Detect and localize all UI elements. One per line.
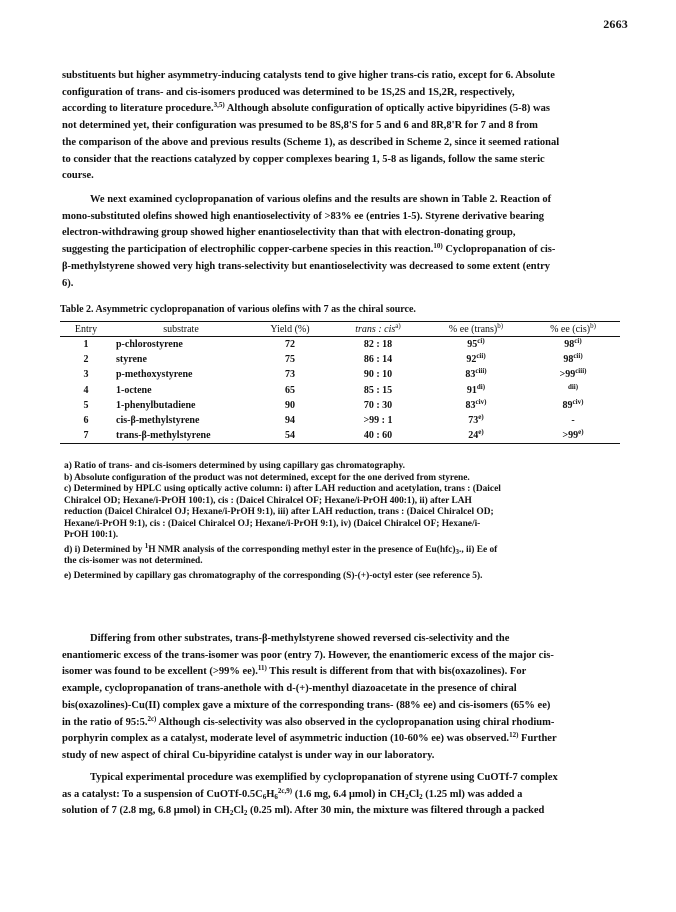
footnote-c: c) Determined by HPLC using optically active column: i) after LAH reduction and acetylation, trans : (Daicel Chiralcel OD; Hexane/i-PrOH 100:1), cis : (Daicel Chiralcel OF; Hexane/i-PrOH 400:1), ii) after LAH reduction (Daicel Chiralcel OJ; Hexane/i-PrOH 9:1), iii) after LAH reduction, trans : (Daicel Chiralcel OD; Hexane/i-PrOH 9:1), cis : (Daicel Chiralcel OJ; Hexane/i-PrOH 9:1), iv) (Daicel Chiralcel OF; Hexane/i- PrOH 100:1). xyxy=(64,484,501,540)
text-line: according to literature procedure.$^{3,5)}$ Although absolute configuration of optically active bipyridines (5-8) was xyxy=(62,101,550,115)
table-row xyxy=(60,383,620,398)
text-line: course. xyxy=(62,170,94,182)
cell-yield: 75 xyxy=(285,354,295,366)
header-ratio: trans : cis$^{a)}$ xyxy=(330,322,426,337)
text-line: bis(oxazolines)-Cu(II) complex gave a mixture of the corresponding trans- (88% ee) and cis-isomers (65% ee) xyxy=(62,699,551,711)
header-substrate: substrate xyxy=(112,322,250,337)
footnote-d: d) i) Determined by $^1$H NMR analysis of the corresponding methyl ester in the presence of $Eu(hfc)_3$., ii) Ee of the cis-isomer was not determined. xyxy=(64,541,498,566)
footnote-a: a) Ratio of trans- and cis-isomers determined by using capillary gas chromatography. xyxy=(64,461,405,471)
text-line: porphyrin complex as a catalyst, moderate level of asymmetric induction (10-60% ee) was observed.$^{12)}$ Further xyxy=(62,731,557,745)
text-line: not determined yet, their configuration was presumed to be 8S,8'S for 5 and 6 and 8R,8'R for 7 and 8 from xyxy=(62,120,538,132)
paragraph-experimental xyxy=(62,770,618,820)
paragraph-trans-methylstyrene xyxy=(62,631,618,765)
cell-ratio: 86 : 14 xyxy=(363,354,393,366)
table-row xyxy=(60,398,620,413)
table-row xyxy=(60,428,620,444)
cell-yield: 94 xyxy=(285,415,295,427)
cell-entry: 4 xyxy=(83,384,89,396)
cell-entry: 7 xyxy=(60,428,112,444)
paragraph-olefin-scope xyxy=(62,192,618,292)
text-line: 6). xyxy=(62,277,74,289)
table-row xyxy=(60,367,620,382)
cell-ratio: 85 : 15 xyxy=(363,384,393,396)
text-line: example, cyclopropanation of trans-anethole with d-(+)-menthyl diazoacetate in the presence of chiral xyxy=(62,683,517,695)
text-line: enantiomeric excess of the trans-isomer was poor (entry 7). However, the enantiomeric excess of the major cis- xyxy=(62,649,554,661)
header-entry: Entry xyxy=(60,322,112,337)
cell-ee-trans: $83^{civ)}$ xyxy=(465,397,487,411)
cell-entry: 6 xyxy=(83,415,89,427)
text-line: study of new aspect of chiral Cu-bipyridine catalyst is under way in our laboratory. xyxy=(62,749,435,761)
text-line: Differing from other substrates, trans-β-methylstyrene showed reversed cis-selectivity and the xyxy=(90,633,510,644)
cell-ratio: 90 : 10 xyxy=(363,369,393,381)
cell-yield: 73 xyxy=(285,369,295,381)
footnote-e: e) Determined by capillary gas chromatography of the corresponding (S)-(+)-octyl ester (see reference 5). xyxy=(64,570,483,581)
page-number: 2663 xyxy=(603,17,628,31)
cell-ee-trans: $92^{cii)}$ xyxy=(466,352,486,366)
table-caption xyxy=(60,303,416,317)
cell-entry: 3 xyxy=(83,369,89,381)
cell-substrate: 1-octene xyxy=(116,384,152,396)
cell-ee-trans: $95^{ci)}$ xyxy=(467,337,485,351)
cell-entry: 5 xyxy=(83,399,89,411)
cell-substrate: styrene xyxy=(116,354,147,366)
text-line: mono-substituted olefins showed high enantioselectivity of >83% ee (entries 1-5). Styrene derivative bearing xyxy=(62,210,545,222)
cell-yield: 54 xyxy=(250,428,330,444)
results-table xyxy=(60,321,620,444)
cell-ee-cis: - xyxy=(571,415,575,427)
cell-ee-cis: $>99^{e)}$ xyxy=(526,428,620,444)
text-line: isomer was found to be excellent (>99% ee).$^{11)}$ This result is different from that with bis(oxazolines). For xyxy=(62,664,527,678)
cell-substrate: trans-β-methylstyrene xyxy=(112,428,250,444)
table-row xyxy=(60,352,620,367)
text-line: configuration of trans- and cis-isomers produced was determined to be 1S,2S and 1S,2R, respectively, xyxy=(62,86,515,98)
cell-substrate: p-chlorostyrene xyxy=(116,339,183,351)
cell-ee-trans: 73$^{e)}$ xyxy=(468,413,484,427)
cell-ee-cis: $98^{ci)}$ xyxy=(564,337,582,351)
table-label: Table 2. xyxy=(60,304,94,315)
cell-ee-cis: $89^{civ)}$ xyxy=(562,397,584,411)
cell-ee-cis: dii) xyxy=(567,382,579,391)
table-footnotes xyxy=(64,461,622,582)
text-line: Typical experimental procedure was exemplified by cyclopropanation of styrene using CuOTf-7 complex xyxy=(90,772,558,783)
cell-substrate: 1-phenylbutadiene xyxy=(116,399,196,411)
paragraph-absolute-configuration xyxy=(62,68,618,185)
cell-entry: 2 xyxy=(83,354,89,366)
cell-substrate: p-methoxystyrene xyxy=(116,369,193,381)
text-line: in the ratio of 95:5.$^{2c)}$ Although cis-selectivity was also observed in the cyclopropanation using chiral rhodium- xyxy=(62,714,555,728)
text-line: solution of 7 (2.8 mg, 6.8 μmol) in $CH_2Cl_2$ (0.25 ml). After 30 min, the mixture was filtered through a packed xyxy=(62,805,545,818)
cell-ratio: 82 : 18 xyxy=(363,339,393,351)
text-line: β-methylstyrene showed very high trans-selectivity but enantioselectivity was decreased to some extent (entry xyxy=(62,260,551,272)
text-line: the comparison of the above and previous results (Scheme 1), as described in Scheme 2, since it seemed rational xyxy=(62,136,560,148)
cell-ee-trans: $83^{ciii)}$ xyxy=(465,367,487,381)
cell-yield: 65 xyxy=(285,384,295,396)
text-line: We next examined cyclopropanation of various olefins and the results are shown in Table 2. Reaction of xyxy=(90,194,552,205)
header-yield: Yield (%) xyxy=(250,322,330,337)
cell-entry: 1 xyxy=(83,339,89,351)
table-title: Asymmetric cyclopropanation of various olefins with 7 as the chiral source. xyxy=(95,304,416,315)
cell-ee-cis: $98^{cii)}$ xyxy=(563,352,583,366)
cell-yield: 90 xyxy=(285,399,295,411)
header-ee-cis: % ee (cis)$^{b)}$ xyxy=(526,322,620,337)
cell-yield: 72 xyxy=(285,339,295,351)
text-line: to consider that the reactions catalyzed by copper complexes bearing 1, 5-8 as ligands, follow the same steric xyxy=(62,153,545,165)
cell-ee-trans: 24$^{e)}$ xyxy=(426,428,526,444)
text-line: substituents but higher asymmetry-inducing catalysts tend to give higher trans-cis ratio, except for 6. Absolute xyxy=(62,70,555,81)
cell-ratio: 40 : 60 xyxy=(330,428,426,444)
table-row xyxy=(60,413,620,428)
table-header-row xyxy=(60,322,620,337)
cell-ratio: 70 : 30 xyxy=(363,399,393,411)
footnote-b: b) Absolute configuration of the product was not determined, except for the one derived from styrene. xyxy=(64,472,470,483)
text-line: electron-withdrawing group showed higher enantioselectivity than that with electron-donating group, xyxy=(62,227,516,239)
cell-ee-cis: $>99^{ciii)}$ xyxy=(559,367,587,381)
cell-ratio: >99 : 1 xyxy=(363,415,393,427)
cell-substrate: cis-β-methylstyrene xyxy=(116,415,200,427)
header-ee-trans: % ee (trans)$^{b)}$ xyxy=(426,322,526,337)
text-line: suggesting the participation of electrophilic copper-carbene species in this reaction.$^{10)}$ Cyclopropanation of cis- xyxy=(62,242,556,256)
text-line: as a catalyst: To a suspension of CuOTf-$0.5C_6H_6^{2c,9)}$ (1.6 mg, 6.4 μmol) in $CH_2Cl_2$ (1.25 ml) was added a xyxy=(62,786,523,801)
cell-ee-trans: $91^{di)}$ xyxy=(466,382,486,396)
table-row xyxy=(60,337,620,353)
